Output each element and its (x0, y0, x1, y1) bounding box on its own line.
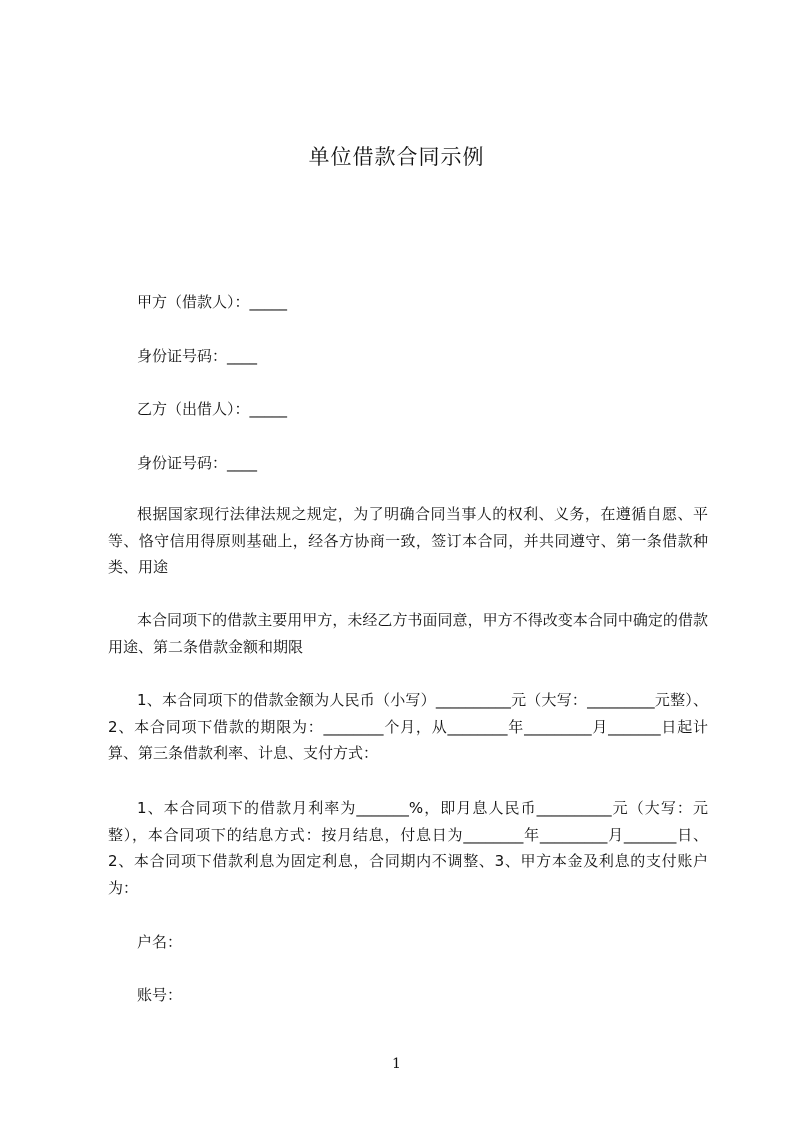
party-a-borrower-field: 甲方（借款人）：_____ (137, 293, 288, 311)
preamble-paragraph: 根据国家现行法律法规之规定，为了明确合同当事人的权利、义务，在遵循自愿、平等、恪守信用得原则基础上，经各方协商一致，签订本合同，并共同遵守、第一条借款种类、用途 (108, 505, 708, 576)
account-number-field: 账号： (137, 986, 183, 1004)
party-b-lender-field: 乙方（出借人）：_____ (137, 400, 288, 418)
account-name-field: 户名： (137, 933, 183, 951)
party-b-id-number-field: 身份证号码：____ (137, 454, 258, 472)
loan-purpose-paragraph: 本合同项下的借款主要用甲方，未经乙方书面同意，甲方不得改变本合同中确定的借款用途、第二条借款金额和期限 (108, 611, 708, 656)
document-title: 单位借款合同示例 (308, 145, 485, 169)
party-a-id-number-field: 身份证号码：____ (137, 347, 258, 365)
loan-amount-term-paragraph: 1、本合同项下的借款金额为人民币（小写）__________元（大写：_________元整）、2、本合同项下借款的期限为：________个月，从________年_________月_______日起计算、第三条借款利率、计息、支付方式： (108, 691, 708, 762)
page-number: 1 (392, 1056, 401, 1072)
interest-payment-paragraph: 1、本合同项下的借款月利率为_______%，即月息人民币__________元（大写：元整），本合同项下的结息方式：按月结息，付息日为________年_________月_______日、2、本合同项下借款利息为固定利息，合同期内不调整、3、甲方本金及利息的支付账户为： (108, 799, 708, 897)
